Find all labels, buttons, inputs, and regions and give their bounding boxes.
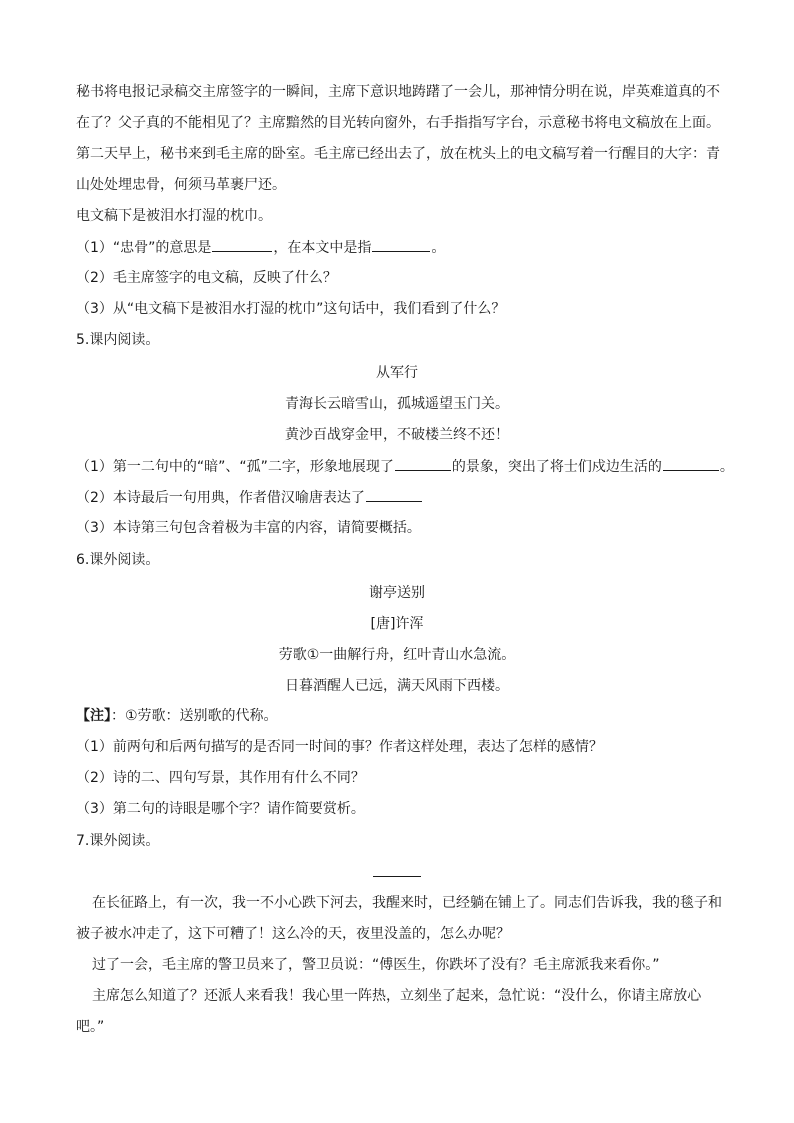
- poem-line: 日暮酒醒人已远，满天风雨下西楼。: [285, 678, 509, 694]
- title-blank-line[interactable]: [373, 876, 421, 877]
- question-heading: 7.课外阅读。: [76, 833, 160, 849]
- question-4-3: （3）从“电文稿下是被泪水打湿的枕巾”这句话中，我们看到了什么？: [76, 301, 506, 317]
- question-heading: 6.课外阅读。: [76, 552, 160, 568]
- answer-blank[interactable]: [212, 237, 272, 252]
- question-6-3: （3）第二句的诗眼是哪个字？请作简要赏析。: [76, 801, 365, 817]
- poem-title: 从军行: [376, 365, 418, 381]
- question-5-3: （3）本诗第三句包含着极为丰富的内容，请简要概括。: [76, 520, 421, 536]
- question-text: （1）“忠骨”的意思是: [76, 240, 212, 256]
- question-5-1: [76, 456, 734, 477]
- answer-blank[interactable]: [372, 237, 430, 252]
- answer-blank[interactable]: [395, 456, 451, 471]
- passage-line: 吧。”: [76, 1019, 105, 1035]
- poem-title: 谢亭送别: [369, 585, 425, 601]
- question-4-1: [76, 237, 722, 258]
- passage-line: 山处处埋忠骨，何须马革裹尸还。: [76, 177, 286, 193]
- question-text: ，在本文中是指: [273, 240, 372, 256]
- passage-line: 在长征路上，有一次，我一不小心跌下河去，我醒来时，已经躺在铺上了。同志们告诉我，我的毯子和: [92, 895, 722, 911]
- passage-line: 被子被水冲走了，这下可糟了！这么冷的天，夜里没盖的，怎么办呢？: [76, 926, 510, 942]
- question-heading: 5.课内阅读。: [76, 332, 160, 348]
- question-text: 的景象，突出了将士们戍边生活的: [451, 459, 662, 475]
- note-label: 【注】: [76, 708, 111, 724]
- question-6-1: （1）前两句和后两句描写的是否同一时间的事？作者这样处理，表达了怎样的感情？: [76, 739, 603, 755]
- poem-note: [76, 706, 722, 726]
- question-5-2: [76, 487, 722, 508]
- question-4-2: （2）毛主席签字的电文稿，反映了什么？: [76, 270, 337, 286]
- passage-line: 在了？父子真的不能相见了？主席黯然的目光转向窗外，右手指指写字台，示意秘书将电文稿放在上面。: [76, 115, 720, 131]
- poem-line: 劳歌①一曲解行舟，红叶青山水急流。: [278, 647, 516, 663]
- answer-blank[interactable]: [366, 487, 422, 502]
- question-text: 。: [719, 459, 734, 475]
- note-text: ：①劳歌：送别歌的代称。: [111, 708, 278, 724]
- passage-line: 电文稿下是被泪水打湿的枕巾。: [76, 208, 272, 224]
- question-text: （2）本诗最后一句用典，作者借汉喻唐表达了: [76, 490, 365, 506]
- passage-line: 过了一会，毛主席的警卫员来了，警卫员说：“傅医生，你跌坏了没有？毛主席派我来看你。”: [92, 957, 660, 973]
- question-text: 。: [431, 240, 446, 256]
- question-text: （1）第一二句中的“暗”、“孤”二字，形象地展现了: [76, 459, 394, 475]
- passage-line: 秘书将电报记录稿交主席签字的一瞬间，主席下意识地踌躇了一会儿，那神情分明在说，岸英难道真的不: [76, 84, 720, 100]
- passage-line: 主席怎么知道了？还派人来看我！我心里一阵热，立刻坐了起来，急忙说：“没什么，你请主席放心: [92, 988, 702, 1004]
- poem-line: 黄沙百战穿金甲，不破楼兰终不还！: [285, 427, 509, 443]
- poem-author: [唐]许浑: [370, 616, 424, 632]
- answer-blank[interactable]: [663, 456, 719, 471]
- question-6-2: （2）诗的二、四句写景，其作用有什么不同？: [76, 770, 365, 786]
- poem-line: 青海长云暗雪山，孤城遥望玉门关。: [285, 396, 509, 412]
- passage-line: 第二天早上，秘书来到毛主席的卧室。毛主席已经出去了，放在枕头上的电文稿写着一行醒目的大字：青: [76, 146, 720, 162]
